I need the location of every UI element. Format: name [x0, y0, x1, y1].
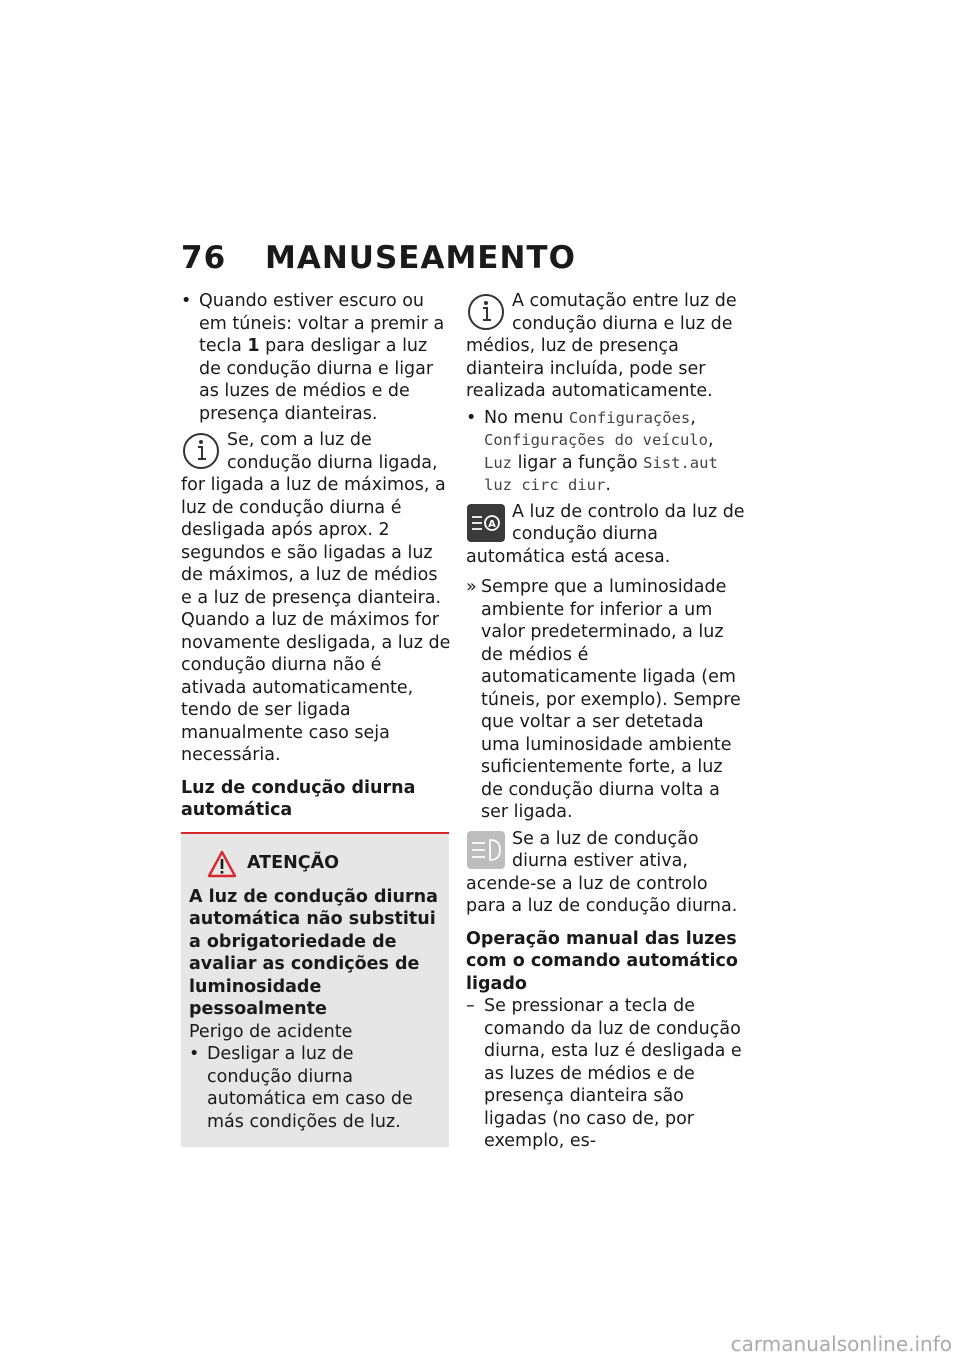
indicator-note-text: Se a luz de condução diurna estiver ativa, acende-se a luz de controlo para a luz de condução diurna.	[466, 828, 738, 916]
warning-heading: A luz de condução diurna automática não substitui a obrigatoriedade de avaliar as condições de luminosidade pessoalmente	[189, 886, 438, 1019]
info-icon	[181, 431, 221, 471]
page-header	[181, 240, 576, 276]
bullet-text-b: para desligar a luz de condução diurna e ligar as luzes de médios e de presença dianteiras.	[199, 336, 434, 424]
right-column	[466, 290, 746, 1153]
bullet-item	[181, 290, 451, 425]
warning-bullet	[189, 1043, 441, 1133]
bullet-text-a: Quando estiver escuro ou em túneis: voltar a premir a tecla	[199, 291, 445, 356]
result-item	[466, 576, 746, 824]
menu-mid: ligar a função	[512, 452, 644, 473]
menu-function: Sist.aut luz circ diur	[484, 453, 718, 494]
bullet-marker: •	[466, 407, 477, 428]
warning-label: ATENÇÃO	[247, 853, 339, 874]
dash-text: Se pressionar a tecla de comando da luz de condução diurna, esta luz é desligada e as luzes de médios e de presença dianteira são ligadas (no caso de, por exemplo, es-	[484, 996, 742, 1151]
menu-path-3: Luz	[484, 453, 512, 472]
info-icon	[466, 292, 506, 332]
section-heading: Operação manual das luzes com o comando automático ligado	[466, 928, 738, 994]
menu-path-1: Configurações	[568, 408, 691, 427]
menu-bullet	[466, 407, 746, 497]
indicator-note	[466, 501, 746, 569]
warning-line: Perigo de acidente	[189, 1021, 353, 1042]
menu-end: .	[605, 475, 611, 495]
indicator-note	[466, 828, 746, 918]
bullet-marker: •	[181, 291, 192, 311]
warning-box	[181, 832, 449, 1148]
key-number: 1	[247, 336, 260, 356]
indicator-note-text: A luz de controlo da luz de condução diurna automática está acesa.	[466, 501, 745, 567]
result-marker: »	[466, 577, 477, 597]
bullet-marker: •	[189, 1044, 200, 1064]
menu-sep: ,	[690, 407, 696, 428]
drl-indicator-icon	[466, 830, 506, 870]
menu-path-2: Configurações do veículo	[484, 431, 708, 449]
page-number: 76	[181, 240, 227, 276]
watermark: carmanualsonline.info	[730, 1332, 952, 1356]
menu-prefix: No menu	[484, 407, 569, 428]
svg-text:A: A	[488, 518, 496, 530]
info-note	[466, 290, 746, 403]
menu-sep: ,	[707, 430, 714, 450]
info-note-text: Se, com a luz de condução diurna ligada, for ligada a luz de máximos, a luz de condução diurna é desligada após aprox. 2 segundos e são ligadas a luz de máximos, a luz de médios e a luz de presença dianteira.	[181, 430, 446, 608]
warning-bullet-text: Desligar a luz de condução diurna automática em caso de más condições de luz.	[207, 1044, 413, 1132]
info-note	[181, 429, 451, 609]
info-note-text: A comutação entre luz de condução diurna e luz de médios, luz de presença dianteira incluída, pode ser realizada automaticamente.	[466, 291, 737, 401]
warning-triangle-icon	[207, 850, 237, 878]
chapter-title: MANUSEAMENTO	[265, 240, 576, 276]
section-heading: Luz de condução diurna automática	[181, 777, 416, 820]
paragraph: Quando a luz de máximos for novamente desligada, a luz de condução diurna não é ativada automaticamente, tendo de ser ligada manualmente caso seja necessária.	[181, 610, 451, 765]
left-column	[181, 290, 451, 1147]
result-text: Sempre que a luminosidade ambiente for inferior a um valor predeterminado, a luz de médios é automaticamente ligada (em túneis, por exemplo). Sempre que voltar a ser detetada uma luminosidade ambiente suficientemente forte, a luz de condução diurna volta a ser ligada.	[481, 577, 741, 822]
dash-marker: –	[466, 996, 475, 1016]
warning-title	[189, 850, 441, 878]
auto-drl-indicator-icon	[466, 503, 506, 543]
dash-item	[466, 995, 746, 1153]
